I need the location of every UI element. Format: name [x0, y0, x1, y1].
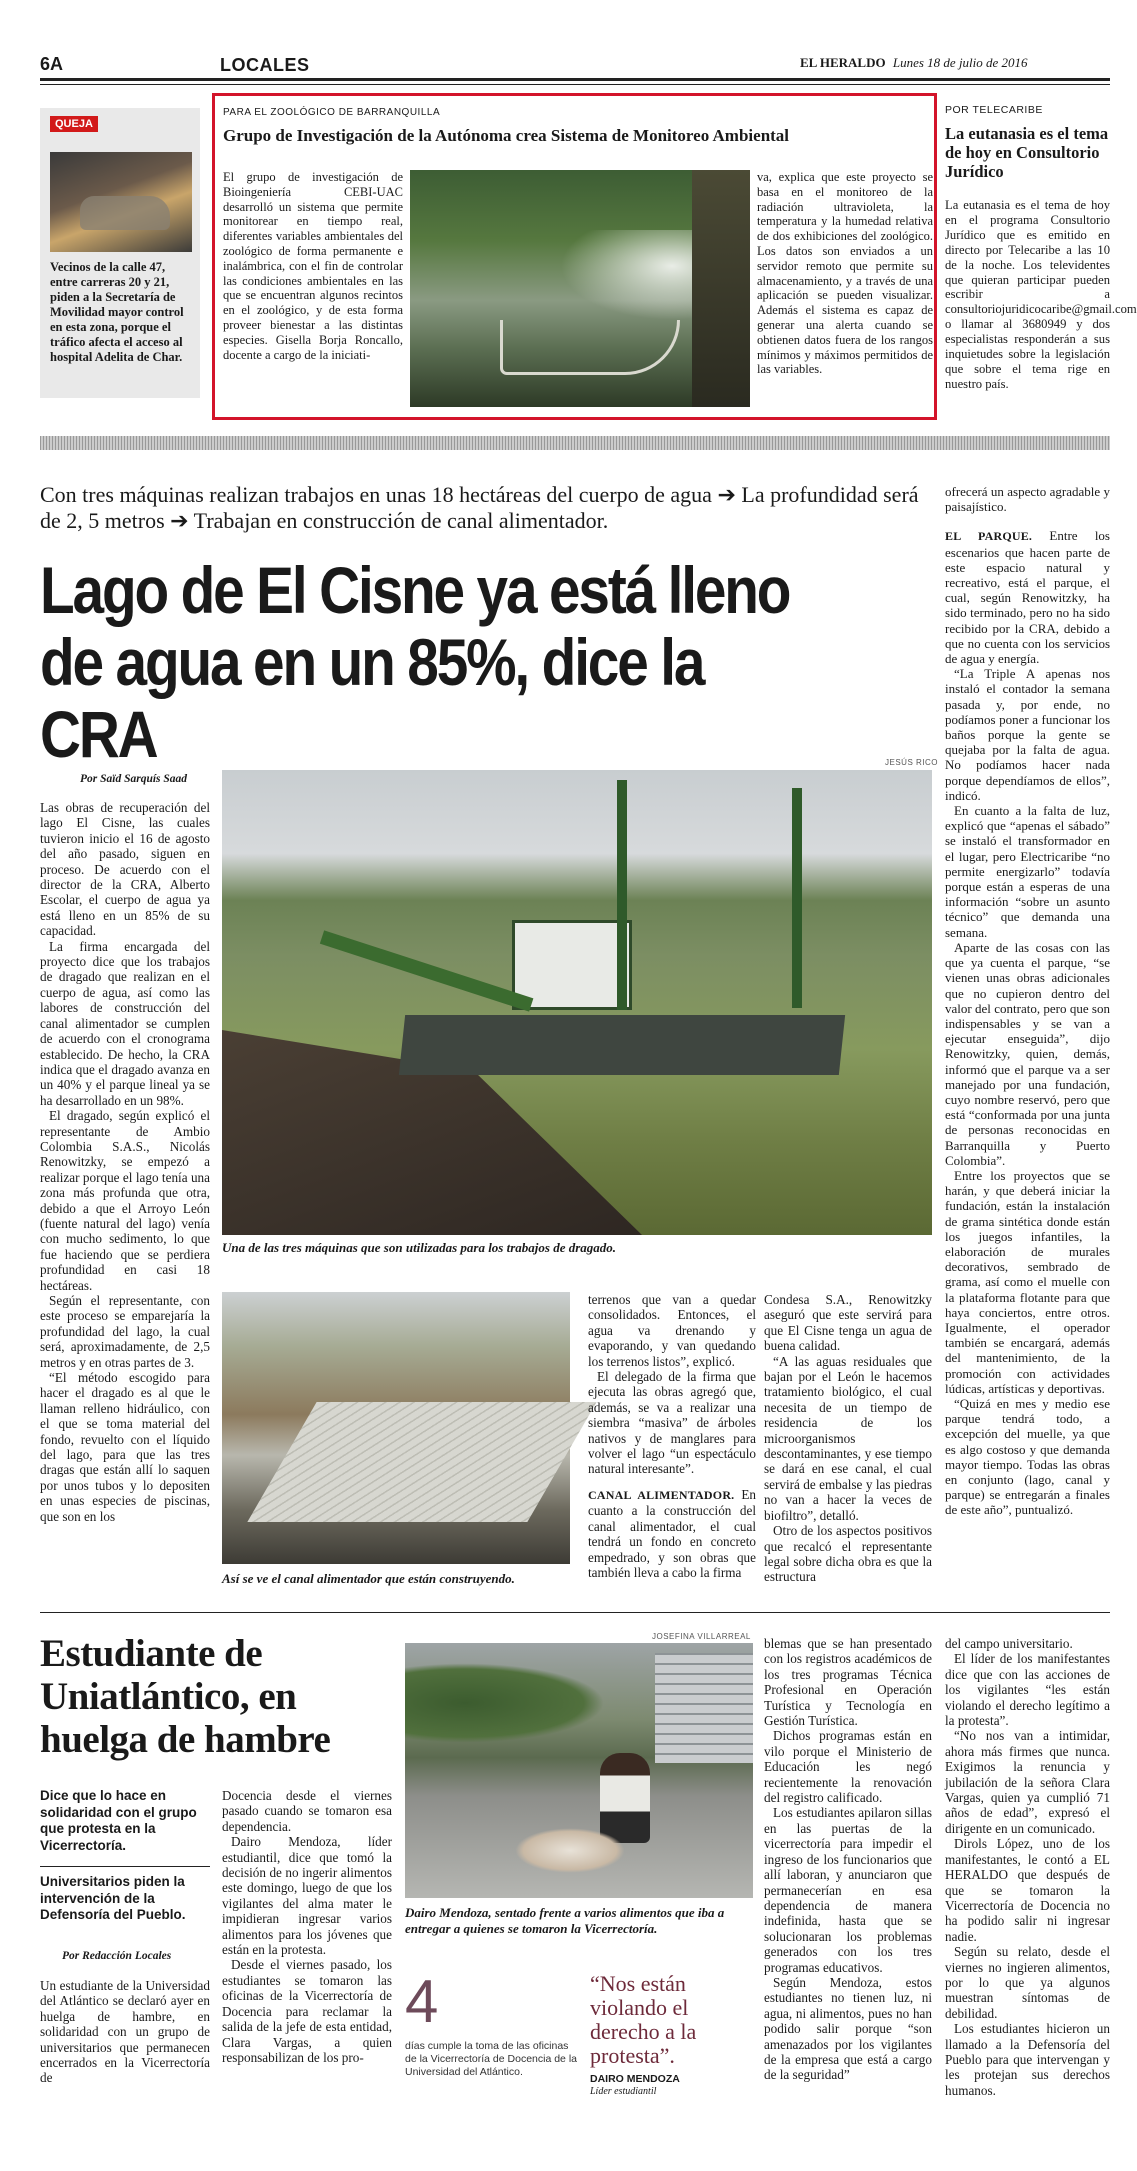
building — [655, 1653, 753, 1763]
queja-label: QUEJA — [50, 116, 98, 132]
dredge-arm — [320, 930, 534, 1011]
header-rule-thin — [40, 84, 1110, 85]
canal-concrete — [247, 1402, 596, 1522]
huelga-col2 — [222, 1788, 392, 2088]
lago-col1-p2: La firma encargada del proyecto dice que los trabajos de dragado que realizan en el cuerpo de agua, así como las labores de construcción del canal alimentador se cumplen de acuerdo con el cronograma establecido. De hecho, la CRA indica que el dragado avanza en un 40% y el parque lineal ya se ha desarrollado en un 98%. — [40, 938, 210, 1108]
lago-photo-caption: Una de las tres máquinas que son utilizadas para los trabajos de dragado. — [222, 1240, 617, 1255]
lago-parque-text: Entre los escenarios que hacen parte de este espacio natural y recreativo, está el parque, el cual, según Renowitzky, ha sido terminado, pero no ha sido recibido por la CRA, debido a que no cuenta con los servicios de agua y energía. — [945, 528, 1110, 667]
lago-main-photo — [222, 770, 932, 1235]
huelga-photo-credit: JOSEFINA VILLARREAL — [652, 1632, 751, 1641]
lago-canal-paragraph — [588, 1487, 756, 1580]
section-divider — [40, 436, 1110, 450]
huelga-col3-p3: Los estudiantes apilaron sillas en las puertas de la vicerrectoría para impedir el ingreso de los funcionarios que allí laboran, y anunciaron que permanecerían en esa dependencia de manera indefinida, hasta que se solucionaran los problemas generados con los tres programas educativos. — [764, 1805, 932, 1975]
huelga-quote-role: Líder estudiantil — [590, 2086, 657, 2097]
huelga-headline: Estudiante de Uniatlántico, en huelga de hambre — [40, 1632, 331, 1761]
dredge-hull — [399, 1015, 845, 1075]
huelga-col3-p2: Dichos programas están en vilo porque el Ministerio de Educación les negó recientemente la renovación del registro calificado. — [764, 1728, 932, 1806]
lago-col4-p5: “Quizá en mes y medio ese parque tendrá todo, a excepción del muelle, ya que es algo costoso y que demanda mayor tiempo. Todas las obras en conjunto (lago, canal y parque) se entregarán a finales de este año”, puntualizó. — [945, 1395, 1110, 1518]
lago-byline: Por Saïd Sarquís Saad — [80, 773, 188, 785]
huelga-col4 — [945, 1636, 1110, 2098]
deck-rule — [40, 1866, 210, 1867]
monitoreo-kicker: PARA EL ZOOLÓGICO DE BARRANQUILLA — [223, 107, 441, 118]
huelga-stat-text: días cumple la toma de las oficinas de la Vicerrectoría de Docencia de la Universidad del Atlántico. — [405, 2040, 577, 2078]
lago-col4 — [945, 484, 1110, 1592]
huelga-col1: Un estudiante de la Universidad del Atlántico se declaró ayer en huelga de hambre, en solidaridad con un grupo de universitarios que permanecen encerrados en la Vicerrectoría de — [40, 1978, 210, 2086]
telecaribe-kicker: POR TELECARIBE — [945, 104, 1043, 116]
huelga-quote: “Nos están violando el derecho a la protesta”. — [590, 1971, 697, 2068]
lago-col3-p2: “A las aguas residuales que bajan por el León le hacemos tratamiento biológico, el cual necesita de un tiempo de residencia de los microorganismos descontaminantes, y ese tiempo se dará en ese canal, el cual servirá de embalse y las piedras no van a hacer la veces de biofiltro”, detalló. — [764, 1353, 932, 1523]
monitoreo-col1: El grupo de investigación de Bioingeniería CEBI-UAC desarrolló un sistema que permite monitorear en tiempo real, diferentes variables ambientales del zoológico de forma permanente e inalámbrica, con el fin de controlar las condiciones ambientales en las que se encuentran algunos recintos en el zoológico, y de esta forma proveer bienestar a las distintas especies. Gisella Borja Roncallo, docente a cargo de la iniciati- — [223, 170, 403, 362]
monitoreo-col2: va, explica que este proyecto se basa en el monitoreo de la radiación ultravioleta, la temperatura y la humedad relativa de dos exhibiciones del zoológico. Los datos son enviados a un servidor remoto que permite su almacenamiento, y a través de una aplicación se pueden visualizar. Además el sistema es capaz de generar una alerta cuando se obtienen datos fuera de los rangos mínimos y máximos permitidos de las variables. — [757, 170, 933, 377]
lago-parque-paragraph — [945, 528, 1110, 666]
queja-box — [40, 108, 200, 398]
lago-headline: Lago de El Cisne ya está lleno de agua en un 85%, dice la CRA — [40, 553, 790, 771]
enclosure-wall — [500, 320, 680, 375]
lago-col4-p2: En cuanto a la falta de luz, explicó que “apenas el sábado” se instaló el transformador en el lugar, pero Electricaribe “no permite energizarlo” todavía porque están a esperas de una información “sobre un asunto técnico” que demanda una semana. — [945, 803, 1110, 940]
section-title: LOCALES — [220, 55, 310, 75]
lago-col4-p1: “La Triple A apenas nos instaló el contador la semana pasada y, por ende, no podíamos poner a funcionar los baños porque la gente se quejaba por la falta de agua. No podíamos hacer nada porque dependíamos de ellos”, indicó. — [945, 666, 1110, 803]
issue-date: Lunes 18 de julio de 2016 — [892, 55, 1028, 70]
huelga-byline: Por Redacción Locales — [62, 1950, 172, 1962]
lago-col4-top: ofrecerá un aspecto agradable y paisajístico. — [945, 484, 1110, 515]
lago-col1 — [40, 800, 210, 1595]
queja-photo — [50, 152, 192, 252]
lago-parque-lead: EL PARQUE. — [945, 529, 1033, 544]
lago-col4-p3: Aparte de las cosas con las que ya cuenta el parque, “se vienen unas obras adicionales que no cupieron dentro del valor del contrato, pero que son indispensables y se van a ejecutar enseguida”, dijo Renowitzky, quien, demás, informó que el parque va a ser manejado por una fundación, cuyo nombre reservó, pero que está “conformada por una junta de personas reconocidas en Barranquilla y Puerto Colombia”. — [945, 939, 1110, 1168]
huelga-photo — [405, 1643, 753, 1898]
lago-col2 — [588, 1292, 756, 1592]
huelga-col4-p4: Dirols López, uno de los manifestantes, le contó a EL HERALDO que después de que se tomaron la Vicerrectoría de Docencia no ha podido salir ni ingresar nadie. — [945, 1836, 1110, 1944]
car-shape — [80, 196, 170, 230]
newspaper-title: EL HERALDO — [800, 55, 886, 70]
water-spray — [560, 230, 700, 320]
lago-col2-p1: terrenos que van a quedar consolidados. Entonces, el agua va drenando y evaporando, y van quedando los terrenos listos”, explicó. — [588, 1292, 756, 1369]
lago-subhead: Con tres máquinas realizan trabajos en unas 18 hectáreas del cuerpo de agua ➔ La profundidad será de 2, 5 metros ➔ Trabajan en construcción de canal alimentador. — [40, 482, 919, 533]
newspaper-name — [800, 55, 1028, 71]
lago-col1-p3: El dragado, según explicó el representante de Ambio Colombia S.A.S., Nicolás Renowitzky, se empezó a realizar porque el lago tenía una zona más profunda que otra, debido a que el Arroyo León (fuente natural del lago) venía con mucho sedimento, lo que fue haciendo que se perdiera profundidad en casi 18 hectáreas. — [40, 1108, 210, 1293]
huelga-col3-p1: blemas que se han presentado con los registros académicos de los tres programas Técnica Profesional en Operación Turística y Tecnología en Gestión Turística. — [764, 1636, 932, 1729]
bottom-section-rule — [40, 1612, 1110, 1613]
lago-col1-p1: Las obras de recuperación del lago El Cisne, las cuales tuvieron inicio el 16 de agosto del año pasado, siguen en proceso. De acuerdo con el director de la CRA, Alberto Escolar, el cuerpo de agua ya está lleno en un 85% de su capacidad. — [40, 800, 210, 939]
lago-col1-p5: “El método escogido para hacer el dragado es al que le llaman relleno hidráulico, con el que se toma material del fondo, revuelto con el líquido del lago, para que las tres dragas que están allí lo saquen por unos tubos y lo depositen en unas especies de piscinas, que son en los — [40, 1370, 210, 1524]
huelga-col3-p4: Según Mendoza, estos estudiantes no tienen luz, ni agua, ni alimentos, pues no han podido salir porque “son amenazados por los vigilantes de la empresa que está a cargo de la seguridad” — [764, 1974, 932, 2083]
telecaribe-box — [945, 100, 1137, 420]
keeper-figure — [692, 170, 750, 407]
lago-col3-p1: Condesa S.A., Renowitzky aseguró que este servirá para que El Cisne tenga un agua de buena calidad. — [764, 1292, 932, 1354]
huelga-photo-caption: Dairo Mendoza, sentado frente a varios alimentos que iba a entregar a quienes se tomaron la Vicerrectoría. — [405, 1905, 725, 1936]
huelga-deck1: Dice que lo hace en solidaridad con el grupo que protesta en la Vicerrectoría. — [40, 1788, 197, 1853]
huelga-stat-number: 4 — [405, 1968, 439, 2035]
lago-col1-p4: Según el representante, con este proceso se emparejaría la profundidad del lago, la cual será, aproximadamente, de 2,5 metros y en otras partes de 3. — [40, 1293, 210, 1370]
lago-canal-lead: CANAL ALIMENTADOR. — [588, 1487, 735, 1502]
huelga-col4-p5: Según su relato, desde el viernes no ingieren alimentos, por lo que ya algunos muestran síntomas de debilidad. — [945, 1944, 1110, 2021]
dredge-mast-2 — [792, 788, 802, 1008]
huelga-col4-p1: del campo universitario. — [945, 1636, 1073, 1651]
lago-canal-photo — [222, 1292, 570, 1564]
monitoreo-photo — [410, 170, 750, 407]
dredge-mast — [617, 780, 627, 1010]
header-rule — [40, 78, 1110, 81]
lago-photo-credit: JESÚS RICO — [885, 758, 939, 767]
queja-text: Vecinos de la calle 47, entre carreras 20 y 21, piden a la Secretaría de Movilidad mayor control en esta zona, porque el tráfico afecta el acceso al hospital Adelita de Char. — [50, 260, 184, 364]
huelga-col4-p3: “No nos van a intimidar, ahora más firmes que nunca. Exigimos la renuncia y jubilación de la señora Clara Vargas, quien ya cumplió 71 años de edad”, expresó el dirigente en un comunicado. — [945, 1728, 1110, 1836]
monitoreo-box — [212, 93, 937, 420]
lago-col3-p3: Otro de los aspectos positivos que recalcó el representante legal sobre dicha obra es que la estructura — [764, 1523, 932, 1585]
huelga-deck2: Universitarios piden la intervención de la Defensoría del Pueblo. — [40, 1874, 186, 1922]
page-number: 6A — [40, 54, 64, 74]
telecaribe-text: La eutanasia es el tema de hoy en el programa Consultorio Jurídico que es emitido en directo por Telecaribe a las 10 de la noche. Los televidentes que quieran participar pueden escribir a consultoriojuridicocaribe@gmail.com o llamar al 3680949 y dos especialistas responderán a sus inquietudes sobre la legislación que sobre el tema rige en nuestro país. — [945, 198, 1137, 391]
huelga-col2-p1: Docencia desde el viernes pasado cuando se tomaron esa dependencia. — [222, 1788, 392, 1834]
telecaribe-title: La eutanasia es el tema de hoy en Consultorio Jurídico — [945, 124, 1109, 181]
food-pile — [515, 1828, 625, 1873]
huelga-col4-p6: Los estudiantes hicieron un llamado a la Defensoría del Pueblo para que intervengan y les protejan sus derechos humanos. — [945, 2021, 1110, 2098]
lago-col3 — [764, 1292, 932, 1592]
huelga-col2-p3: Desde el viernes pasado, los estudiantes se tomaron las oficinas de la Vicerrectoría de Docencia para reclamar la salida de la jefe de esta entidad, Clara Vargas, a quien responsabilizan de los pro- — [222, 1957, 392, 2065]
huelga-col2-p2: Dairo Mendoza, líder estudiantil, dice que tomó la decisión de no ingerir alimentos este domingo, luego de que los vigilantes del alma mater le impidieran ingresar varios alimentos para los jóvenes que están en la protesta. — [222, 1834, 392, 1958]
lago-canal-text: En cuanto a la construcción del canal alimentador, el cual tendrá un fondo en concreto empedrado, y son obras que también lleva a cabo la firma — [588, 1486, 756, 1580]
huelga-col4-p2: El líder de los manifestantes dice que con las acciones de los vigilantes “les están violando el derecho legítimo a la protesta”. — [945, 1651, 1110, 1729]
tree-line — [405, 1663, 605, 1743]
lago-col4-p4: Entre los proyectos que se harán, y que deberá iniciar la fundación, están la instalación de grama sintética donde están los juegos infantiles, la elaboración de murales decorativos, sembrado de grama, así como el muelle con la plataforma flotante para que haya conciertos, entre otros. Igualmente, el operador también se encargará, además del mantenimiento, de la promoción con actividades lúdicas, artísticas y deportivas. — [945, 1167, 1110, 1396]
lago-canal-caption: Así se ve el canal alimentador que están construyendo. — [222, 1571, 515, 1586]
huelga-quote-author: DAIRO MENDOZA — [590, 2073, 680, 2085]
huelga-col3 — [764, 1636, 932, 2091]
monitoreo-title: Grupo de Investigación de la Autónoma crea Sistema de Monitoreo Ambiental — [223, 126, 790, 145]
lago-col2-p2: El delegado de la firma que ejecuta las obras agregó que, además, se va a realizar una siembra “masiva” de árboles nativos y de manglares para volver el lago “un espectáculo natural interesante”. — [588, 1369, 756, 1477]
